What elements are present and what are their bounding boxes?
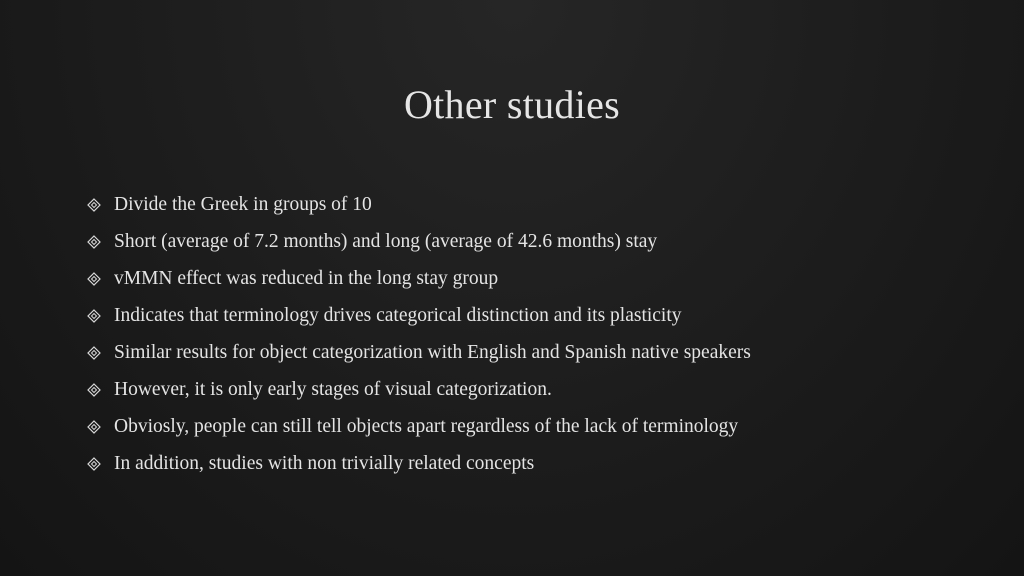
bullet-text: Obviosly, people can still tell objects apart regardless of the lack of terminology: [114, 415, 739, 437]
diamond-outline-icon: [86, 234, 102, 250]
bullet-text: Indicates that terminology drives categorical distinction and its plasticity: [114, 304, 682, 326]
bullet-list: [86, 186, 986, 482]
list-item: [86, 260, 986, 297]
bullet-text: vMMN effect was reduced in the long stay group: [114, 267, 499, 289]
diamond-outline-icon: [86, 345, 102, 361]
bullet-text: Similar results for object categorization with English and Spanish native speakers: [114, 341, 751, 363]
list-item: [86, 334, 986, 371]
list-item: [86, 445, 986, 482]
bullet-text: Divide the Greek in groups of 10: [114, 193, 372, 215]
list-item: [86, 408, 986, 445]
bullet-text: However, it is only early stages of visual categorization.: [114, 378, 552, 400]
diamond-outline-icon: [86, 382, 102, 398]
bullet-text: Short (average of 7.2 months) and long (average of 42.6 months) stay: [114, 230, 658, 252]
list-item: [86, 297, 986, 334]
list-item: [86, 371, 986, 408]
diamond-outline-icon: [86, 456, 102, 472]
diamond-outline-icon: [86, 197, 102, 213]
slide-title: Other studies: [403, 82, 621, 127]
diamond-outline-icon: [86, 419, 102, 435]
list-item: [86, 223, 986, 260]
diamond-outline-icon: [86, 271, 102, 287]
diamond-outline-icon: [86, 308, 102, 324]
bullet-text: In addition, studies with non trivially related concepts: [114, 452, 535, 474]
list-item: [86, 186, 986, 223]
